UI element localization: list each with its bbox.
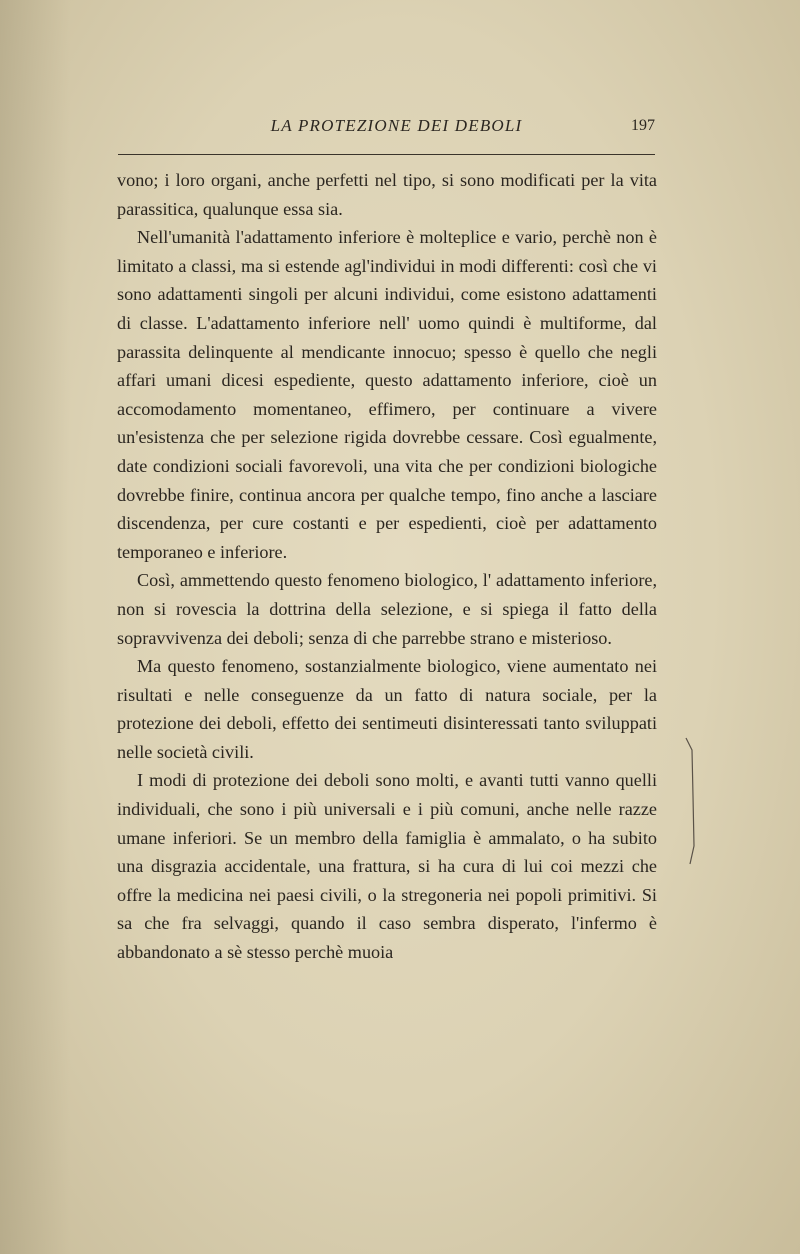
paragraph-1: vono; i loro organi, anche perfetti nel tipo, si sono modificati per la vita parassitica, qualunque essa sia. — [117, 170, 657, 219]
page-gutter-shadow — [0, 0, 70, 1254]
header-rule — [118, 154, 655, 155]
page-number: 197 — [631, 117, 655, 134]
paragraph-5: I modi di protezione dei deboli sono molti, e avanti tutti vanno quelli individuali, che sono i più universali e i più comuni, anche nelle razze umane inferiori. Se un membro della famiglia è ammalato, o ha subito una disgrazia accidentale, una frattura, si ha cura di lui coi mezzi che offre la medicina nei paesi civili, o la stregoneria nei popoli primitivi. Si sa che fra selvaggi, quando il caso sembra disperato, l'infermo è abbandonato a sè stesso perchè muoia — [117, 770, 657, 963]
paragraph-3: Così, ammettendo questo fenomeno biologico, l' adattamento inferiore, non si rovescia la dottrina della selezione, e si spiega il fatto della sopravvivenza dei deboli; senza di che parrebbe strano e misterioso. — [117, 570, 657, 648]
running-title: LA PROTEZIONE DEI DEBOLI — [270, 116, 523, 135]
body-text — [117, 166, 657, 967]
page-header — [118, 116, 655, 142]
paragraph-4: Ma questo fenomeno, sostanzialmente biologico, viene aumentato nei risultati e nelle conseguenze da un fatto di natura sociale, per la protezione dei deboli, effetto dei sentimeuti disinteressati tanto sviluppati nelle società civili. — [117, 656, 657, 762]
margin-pencil-mark — [684, 736, 698, 866]
paragraph-2: Nell'umanità l'adattamento inferiore è molteplice e vario, perchè non è limitato a classi, ma si estende agl'individui in modi differenti: così che vi sono adattamenti singoli per alcuni individui, come esistono adattamenti di classe. L'adattamento inferiore nell' uomo quindi è multiforme, dal parassita delinquente al mendicante innocuo; spesso è quello che negli affari umani dicesi espediente, questo adattamento inferiore, cioè un accomodamento momentaneo, effimero, per continuare a vivere un'esistenza che per selezione rigida dovrebbe cessare. Così egualmente, date condizioni sociali favorevoli, una vita che per condizioni biologiche dovrebbe finire, continua ancora per qualche tempo, fino anche a lasciare discendenza, per cure costanti e per espedienti, cioè per adattamento temporaneo e inferiore. — [117, 227, 657, 562]
